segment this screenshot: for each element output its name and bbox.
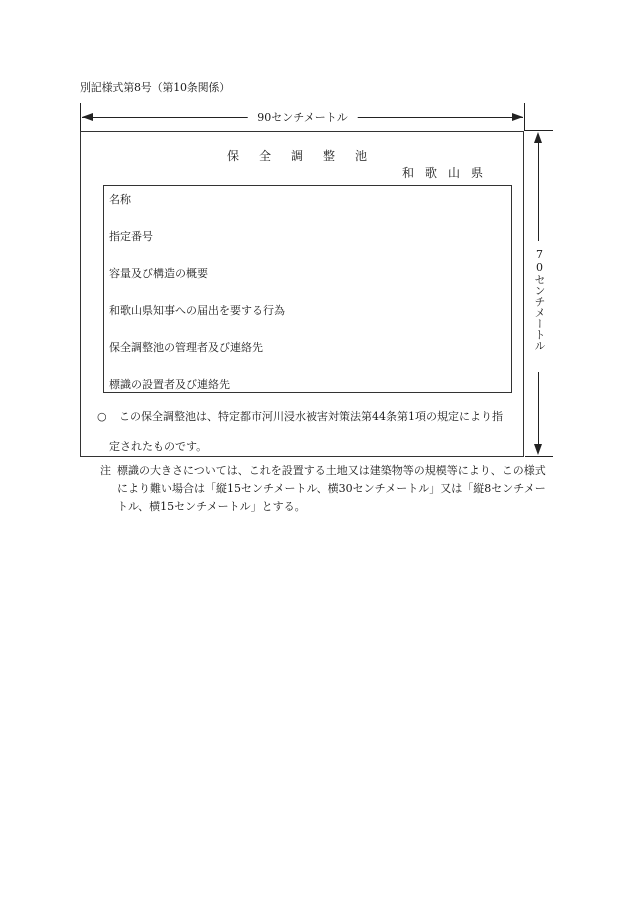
field-notification-acts: 和歌山県知事への届出を要する行為 xyxy=(109,304,285,317)
footnote xyxy=(100,462,555,516)
width-dimension-right-tick xyxy=(524,103,525,131)
width-dimension-left-tick xyxy=(80,103,81,131)
field-name: 名称 xyxy=(109,193,131,206)
sign-issuer: 和歌山県 xyxy=(402,166,495,180)
height-dimension-line-upper xyxy=(538,142,539,241)
footnote-head: 注 xyxy=(100,464,111,477)
arrow-down-icon xyxy=(534,444,542,455)
field-manager-contact: 保全調整池の管理者及び連絡先 xyxy=(109,341,263,354)
height-dimension-top-tick xyxy=(525,130,553,131)
field-installer-contact: 標識の設置者及び連絡先 xyxy=(109,378,230,391)
width-dimension-label: 90センチメートル xyxy=(247,109,358,125)
height-dimension-line-lower xyxy=(538,372,539,445)
notice-line-2: 定されたものです。 xyxy=(109,440,208,453)
circle-mark-icon: ○ xyxy=(97,410,107,423)
notice-text-1: この保全調整池は、特定都市河川浸水被害対策法第44条第1項の規定により指 xyxy=(119,410,503,423)
height-dimension-bottom-tick xyxy=(525,456,553,457)
footnote-text: 標識の大きさについては、これを設置する土地又は建築物等の規模等により、この様式により難い場合は「縦15センチメートル、横30センチメートル」又は「縦8センチメートル、横15センチメートル」とする。 xyxy=(117,464,546,513)
arrow-left-icon xyxy=(82,113,93,121)
field-designation-number: 指定番号 xyxy=(109,230,153,243)
notice-line-1 xyxy=(97,408,503,424)
sign-title: 保全調整池 xyxy=(227,149,388,163)
width-dimension xyxy=(80,103,525,131)
field-capacity-structure: 容量及び構造の概要 xyxy=(109,267,208,280)
arrow-right-icon xyxy=(512,113,523,121)
sign-info-box xyxy=(103,185,512,393)
height-dimension-label: 70センチメートル xyxy=(533,248,546,351)
form-label: 別記様式第8号（第10条関係） xyxy=(80,81,230,94)
